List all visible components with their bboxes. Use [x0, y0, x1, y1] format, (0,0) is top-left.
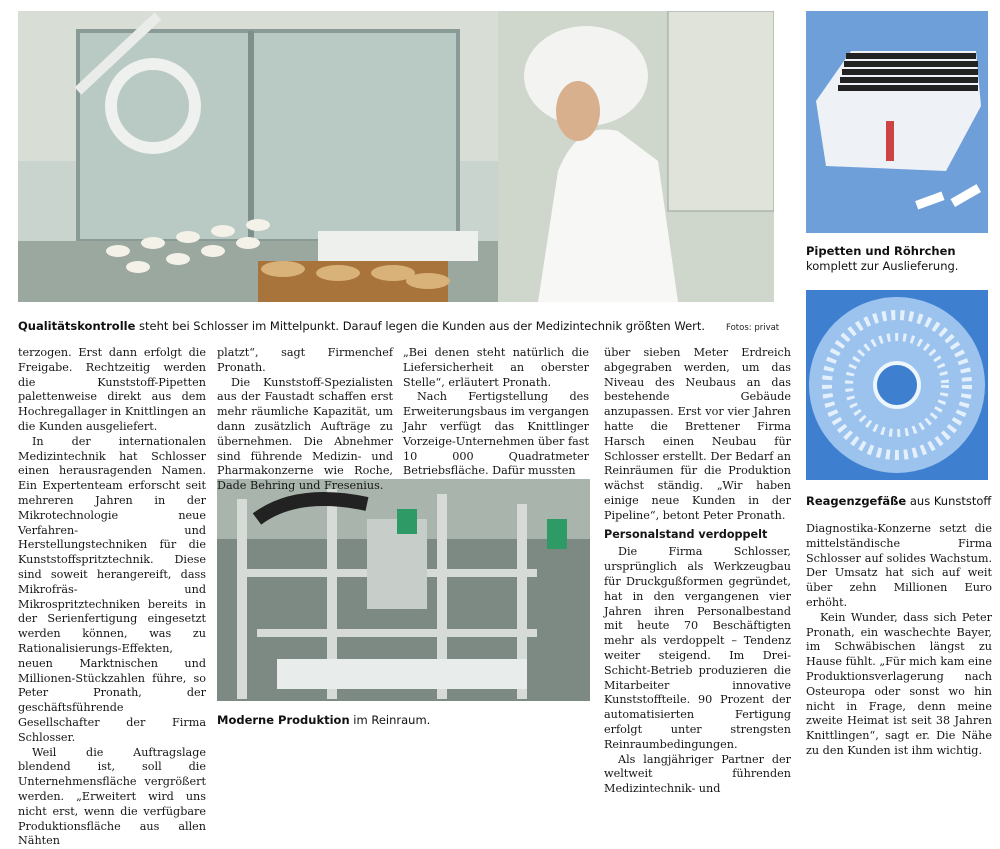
photo-credit: Fotos: privat — [726, 323, 780, 333]
production-caption — [217, 713, 597, 728]
caption-bold: Moderne Produktion — [217, 713, 350, 727]
paragraph: In der internationalen Medizintechnik hat Schlosser einen herausragenden Namen. Ein Expertenteam erforscht seit mehreren Jahren in der Mikrotechnologie neue Verfahren- und Herstellungstechniken für die Kunststoffspritztechnik. Diese sind soweit herangereift, dass Mikrofräs- und Mikrospritztechniken bereits in der Serienfertigung eingesetzt werden können, was zu Rationalisierungs-Effekten, neuen Marktnischen und Millionen-Stückzahlen führe, so Peter Pronath, der geschäftsführende Gesellschafter der Firma Schlosser. — [18, 434, 206, 744]
paragraph: Die Kunststoff-Spezialisten aus der Faustadt schaffen erst mehr räumliche Kapazität, um dann zusätzlich Aufträge zu übernehmen. Die Abnehmer sind führende Medizin- und Pharmakonzerne wie Roche, Dade Behring und Fresenius. — [217, 375, 393, 493]
paragraph: Diagnostika-Konzerne setzt die mittelständische Firma Schlosser auf solides Wachstum. Der Umsatz hat sich auf weit über zehn Millionen Euro erhöht. — [806, 522, 992, 609]
article-column-4 — [604, 346, 791, 797]
article-column-5 — [806, 522, 992, 759]
paragraph: über sieben Meter Erdreich abgegraben werden, um das Niveau des Neubaus an das bestehende Gebäude anzupassen. Erst vor vier Jahren hatte die Brettener Firma Harsch einen Neubau für Schlosser erstellt. Der Bedarf an Reinräumen für die Produktion wächst ständig. „Wir haben einige neue Kunden in der Pipeline“, betont Peter Pronath. — [604, 346, 791, 522]
reagent-photo — [806, 290, 988, 480]
caption-text: komplett zur Auslieferung. — [806, 259, 959, 273]
paragraph: Weil die Auftragslage blendend ist, soll die Unternehmensfläche vergrößert werden. „Erweitert wird uns nicht erst, wenn die verfügbare Produktionsfläche aus allen Nähten — [18, 745, 206, 848]
paragraph: Die Firma Schlosser, ursprünglich als Werkzeugbau für Druckgußformen gegründet, hat in den vergangenen vier Jahren ihren Personalbestand mit heute 70 Beschäftigten mehr als verdoppelt – Tendenz weiter steigend. Im Drei-Schicht-Betrieb produzieren die Mitarbeiter innovative Kunststoffteile. 90 Prozent der automatisierten Fertigung erfolgt unter strengsten Reinraumbedingungen. — [604, 545, 791, 751]
paragraph: Kein Wunder, dass sich Peter Pronath, ein waschechte Bayer, im Schwäbischen längst zu Hause fühlt. „Für mich kam eine Produktionsverlagerung nach Osteuropa oder sonst wo hin nicht in Frage, denn meine zweite Heimat ist seit 38 Jahren Knittlingen“, sagt er. Die Nähe zu den Kunden ist ihm wichtig. — [806, 610, 992, 757]
pipettes-photo — [806, 11, 988, 233]
caption-bold: Qualitätskontrolle — [18, 319, 136, 333]
caption-bold: Pipetten und Röhrchen — [806, 244, 956, 258]
paragraph: terzogen. Erst dann erfolgt die Freigabe. Rechtzeitig werden die Kunststoff-Pipetten palettenweise direkt aus dem Hochregallager in Knittlingen an die Kunden ausgeliefert. — [18, 346, 206, 433]
article-column-3 — [403, 346, 589, 479]
caption-text: steht bei Schlosser im Mittelpunkt. Darauf legen die Kunden aus der Medizintechnik größten Wert. — [135, 319, 706, 333]
subheading: Personalstand verdoppelt — [604, 527, 768, 541]
pipettes-caption — [806, 244, 992, 274]
article-column-1 — [18, 346, 206, 849]
caption-bold: Reagenzgefäße — [806, 494, 907, 508]
lab-photo-caption — [18, 319, 718, 334]
article-column-2 — [217, 346, 393, 494]
paragraph: platzt“, sagt Firmenchef Pronath. — [217, 346, 393, 374]
paragraph: „Bei denen steht natürlich die Liefersicherheit an oberster Stelle“, erläutert Pronath. — [403, 346, 589, 389]
production-photo — [217, 479, 590, 701]
caption-text: im Reinraum. — [349, 713, 431, 727]
caption-text: aus Kunststoff — [906, 494, 992, 508]
paragraph: Als langjähriger Partner der weltweit führenden Medizintechnik- und — [604, 752, 791, 796]
lab-photo — [18, 11, 774, 302]
paragraph: Nach Fertigstellung des Erweiterungsbaus im vergangen Jahr verfügt das Knittlinger Vorzeige-Unternehmen über fast 10 000 Quadratmeter Betriebsfläche. Dafür mussten — [403, 390, 589, 478]
reagent-caption — [806, 494, 992, 509]
